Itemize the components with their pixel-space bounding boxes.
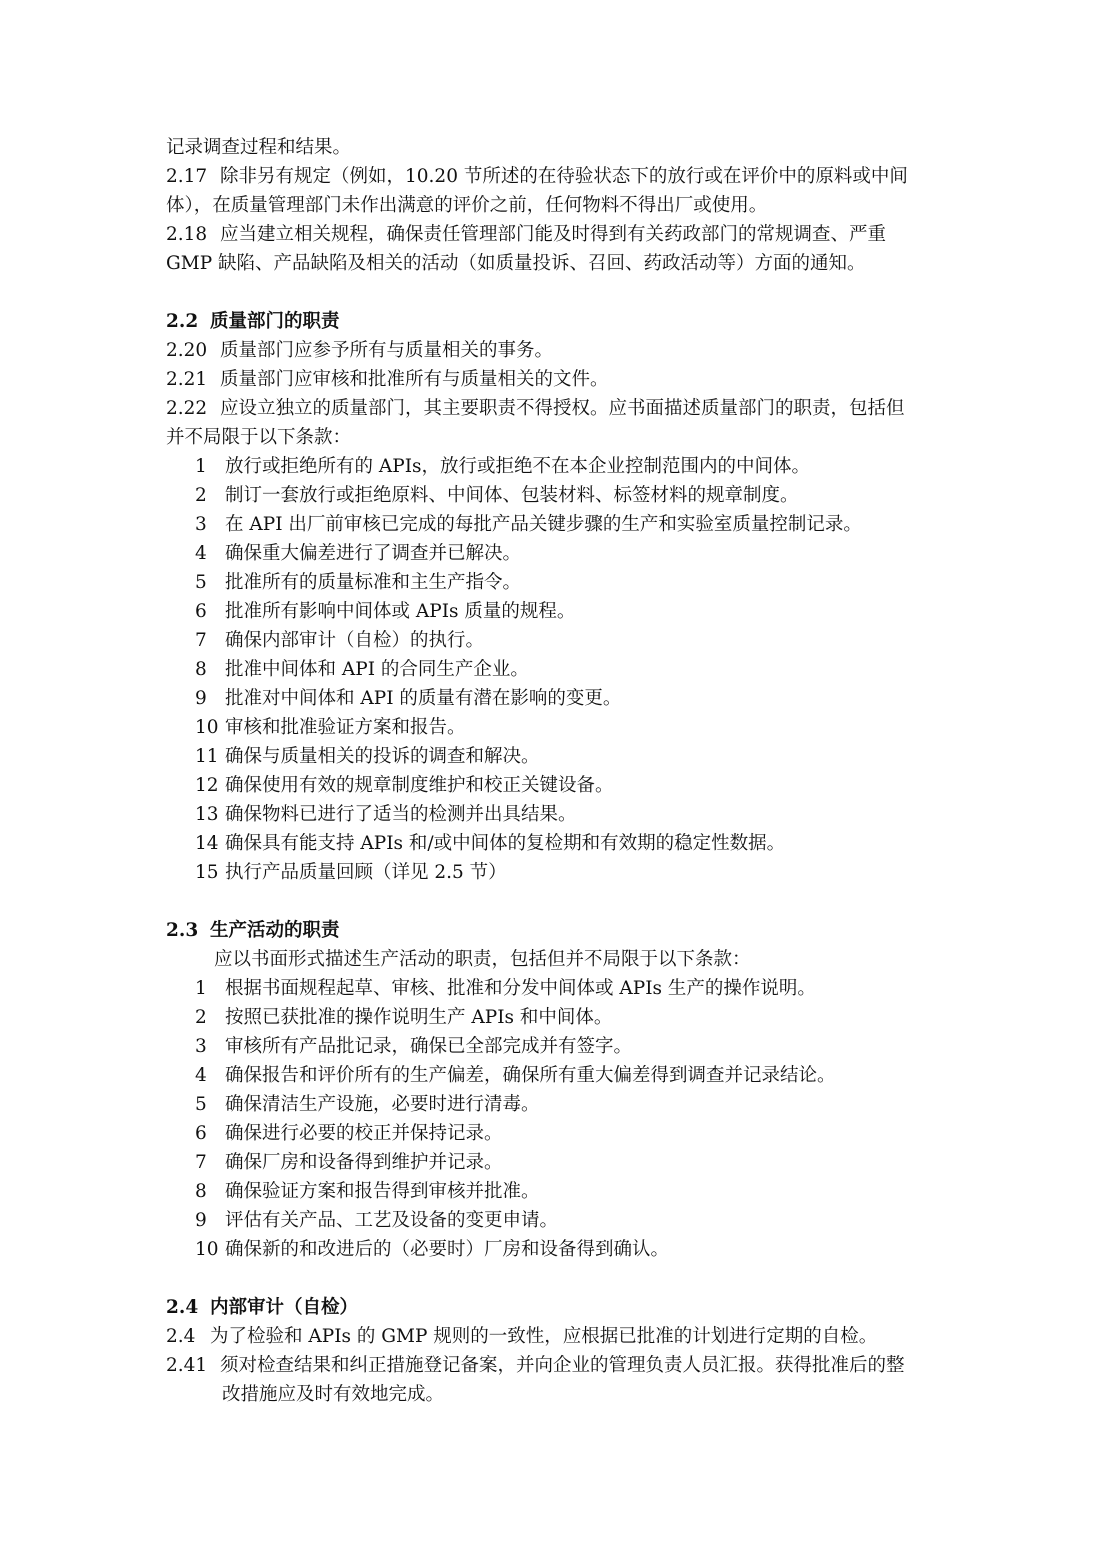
list-item bbox=[166, 713, 946, 742]
section-heading-2-2 bbox=[166, 307, 946, 336]
item-text: 批准所有影响中间体或 APIs 质量的规程。 bbox=[225, 601, 576, 622]
list-item bbox=[166, 539, 946, 568]
item-number: 13 bbox=[195, 804, 219, 825]
item-number: 8 bbox=[195, 1181, 207, 1202]
item-number: 10 bbox=[195, 1239, 219, 1260]
clause-number: 2.41 bbox=[166, 1355, 208, 1376]
item-number: 5 bbox=[195, 1094, 207, 1115]
list-item bbox=[166, 626, 946, 655]
list-item bbox=[166, 742, 946, 771]
clause-2-41-line1 bbox=[166, 1351, 946, 1380]
intro-line: 记录调查过程和结果。 bbox=[166, 137, 352, 158]
item-text: 制订一套放行或拒绝原料、中间体、包装材料、标签材料的规章制度。 bbox=[225, 485, 799, 506]
item-number: 7 bbox=[195, 630, 207, 651]
item-text: 确保使用有效的规章制度维护和校正关键设备。 bbox=[225, 775, 614, 796]
section-number: 2.4 bbox=[166, 1297, 199, 1318]
list-item bbox=[166, 510, 946, 539]
item-number: 12 bbox=[195, 775, 219, 796]
clause-text: 质量部门应审核和批准所有与质量相关的文件。 bbox=[220, 369, 609, 390]
item-number: 3 bbox=[195, 1036, 207, 1057]
section-heading-2-4 bbox=[166, 1293, 946, 1322]
list-item bbox=[166, 1206, 946, 1235]
list-item bbox=[166, 1148, 946, 1177]
item-text: 确保清洁生产设施，必要时进行清毒。 bbox=[225, 1094, 540, 1115]
section-title: 生产活动的职责 bbox=[210, 920, 340, 941]
item-number: 8 bbox=[195, 659, 207, 680]
item-number: 9 bbox=[195, 1210, 207, 1231]
item-text: 审核和批准验证方案和报告。 bbox=[225, 717, 466, 738]
clause-2-17-line1 bbox=[166, 162, 946, 191]
item-number: 10 bbox=[195, 717, 219, 738]
list-item bbox=[166, 1177, 946, 1206]
item-number: 14 bbox=[195, 833, 219, 854]
list-item bbox=[166, 1003, 946, 1032]
clause-number: 2.20 bbox=[166, 340, 208, 361]
clause-text: 须对检查结果和纠正措施登记备案，并向企业的管理负责人员汇报。获得批准后的整 bbox=[220, 1355, 905, 1376]
list-item bbox=[166, 597, 946, 626]
item-text: 按照已获批准的操作说明生产 APIs 和中间体。 bbox=[225, 1007, 613, 1028]
list-item bbox=[166, 1119, 946, 1148]
list-item bbox=[166, 481, 946, 510]
item-text: 确保物料已进行了适当的检测并出具结果。 bbox=[225, 804, 577, 825]
item-number: 7 bbox=[195, 1152, 207, 1173]
clause-text: 质量部门应参予所有与质量相关的事务。 bbox=[220, 340, 554, 361]
item-text: 执行产品质量回顾（详见 2.5 节） bbox=[225, 862, 507, 883]
list-item bbox=[166, 568, 946, 597]
item-text: 确保具有能支持 APIs 和/或中间体的复检期和有效期的稳定性数据。 bbox=[225, 833, 786, 854]
list-item bbox=[166, 771, 946, 800]
section-number: 2.2 bbox=[166, 311, 199, 332]
item-number: 4 bbox=[195, 1065, 207, 1086]
item-number: 5 bbox=[195, 572, 207, 593]
item-number: 4 bbox=[195, 543, 207, 564]
item-text: 放行或拒绝所有的 APIs，放行或拒绝不在本企业控制范围内的中间体。 bbox=[225, 456, 810, 477]
item-number: 15 bbox=[195, 862, 219, 883]
item-text: 确保报告和评价所有的生产偏差，确保所有重大偏差得到调查并记录结论。 bbox=[225, 1065, 836, 1086]
spacer bbox=[166, 887, 946, 916]
list-item bbox=[166, 974, 946, 1003]
clause-number: 2.18 bbox=[166, 224, 208, 245]
list-item bbox=[166, 1061, 946, 1090]
clause-number: 2.17 bbox=[166, 166, 208, 187]
list-item bbox=[166, 1032, 946, 1061]
clause-2-4 bbox=[166, 1322, 946, 1351]
item-text: 批准对中间体和 API 的质量有潜在影响的变更。 bbox=[225, 688, 622, 709]
item-number: 2 bbox=[195, 1007, 207, 1028]
clause-text: 除非另有规定（例如，10.20 节所述的在待验状态下的放行或在评价中的原料或中间 bbox=[220, 166, 908, 187]
section-intro: 应以书面形式描述生产活动的职责，包括但并不局限于以下条款： bbox=[214, 949, 751, 970]
clause-text: 应设立独立的质量部门，其主要职责不得授权。应书面描述质量部门的职责，包括但 bbox=[220, 398, 905, 419]
section-heading-2-3 bbox=[166, 916, 946, 945]
item-number: 1 bbox=[195, 978, 207, 999]
section-title: 内部审计（自检） bbox=[210, 1297, 359, 1318]
list-item bbox=[166, 858, 946, 887]
clause-number: 2.21 bbox=[166, 369, 208, 390]
item-number: 11 bbox=[195, 746, 219, 767]
list-item bbox=[166, 1090, 946, 1119]
item-text: 批准中间体和 API 的合同生产企业。 bbox=[225, 659, 529, 680]
list-item bbox=[166, 655, 946, 684]
item-number: 6 bbox=[195, 1123, 207, 1144]
list-item bbox=[166, 829, 946, 858]
spacer bbox=[166, 278, 946, 307]
clause-2-18-line1 bbox=[166, 220, 946, 249]
item-text: 确保新的和改进后的（必要时）厂房和设备得到确认。 bbox=[225, 1239, 670, 1260]
clause-text: 应当建立相关规程，确保责任管理部门能及时得到有关药政部门的常规调查、严重 bbox=[220, 224, 887, 245]
item-number: 1 bbox=[195, 456, 207, 477]
quality-duties-list bbox=[166, 452, 946, 887]
item-text: 确保内部审计（自检）的执行。 bbox=[225, 630, 485, 651]
production-duties-list bbox=[166, 974, 946, 1264]
clause-text: 为了检验和 APIs 的 GMP 规则的一致性，应根据已批准的计划进行定期的自检。 bbox=[210, 1326, 878, 1347]
document-page bbox=[166, 133, 946, 1409]
item-number: 6 bbox=[195, 601, 207, 622]
clause-2-22-line1 bbox=[166, 394, 946, 423]
item-text: 在 API 出厂前审核已完成的每批产品关键步骤的生产和实验室质量控制记录。 bbox=[225, 514, 862, 535]
list-item bbox=[166, 684, 946, 713]
spacer bbox=[166, 1264, 946, 1293]
clause-2-22-line2: 并不局限于以下条款： bbox=[166, 427, 352, 448]
clause-2-18-line2: GMP 缺陷、产品缺陷及相关的活动（如质量投诉、召回、药政活动等）方面的通知。 bbox=[166, 253, 866, 274]
section-title: 质量部门的职责 bbox=[210, 311, 340, 332]
item-text: 确保与质量相关的投诉的调查和解决。 bbox=[225, 746, 540, 767]
list-item bbox=[166, 452, 946, 481]
clause-2-17-line2: 体），在质量管理部门未作出满意的评价之前，任何物料不得出厂或使用。 bbox=[166, 195, 768, 216]
item-text: 确保验证方案和报告得到审核并批准。 bbox=[225, 1181, 540, 1202]
clause-number: 2.4 bbox=[166, 1326, 196, 1347]
list-item bbox=[166, 1235, 946, 1264]
item-text: 确保厂房和设备得到维护并记录。 bbox=[225, 1152, 503, 1173]
list-item bbox=[166, 800, 946, 829]
clause-number: 2.22 bbox=[166, 398, 208, 419]
section-number: 2.3 bbox=[166, 920, 199, 941]
clause-2-41-line2: 改措施应及时有效地完成。 bbox=[222, 1384, 445, 1405]
item-number: 3 bbox=[195, 514, 207, 535]
clause-2-21 bbox=[166, 365, 946, 394]
item-text: 批准所有的质量标准和主生产指令。 bbox=[225, 572, 522, 593]
clause-2-20 bbox=[166, 336, 946, 365]
item-number: 2 bbox=[195, 485, 207, 506]
item-text: 确保重大偏差进行了调查并已解决。 bbox=[225, 543, 522, 564]
item-number: 9 bbox=[195, 688, 207, 709]
item-text: 根据书面规程起草、审核、批准和分发中间体或 APIs 生产的操作说明。 bbox=[225, 978, 816, 999]
item-text: 审核所有产品批记录，确保已全部完成并有签字。 bbox=[225, 1036, 633, 1057]
item-text: 评估有关产品、工艺及设备的变更申请。 bbox=[225, 1210, 559, 1231]
item-text: 确保进行必要的校正并保持记录。 bbox=[225, 1123, 503, 1144]
